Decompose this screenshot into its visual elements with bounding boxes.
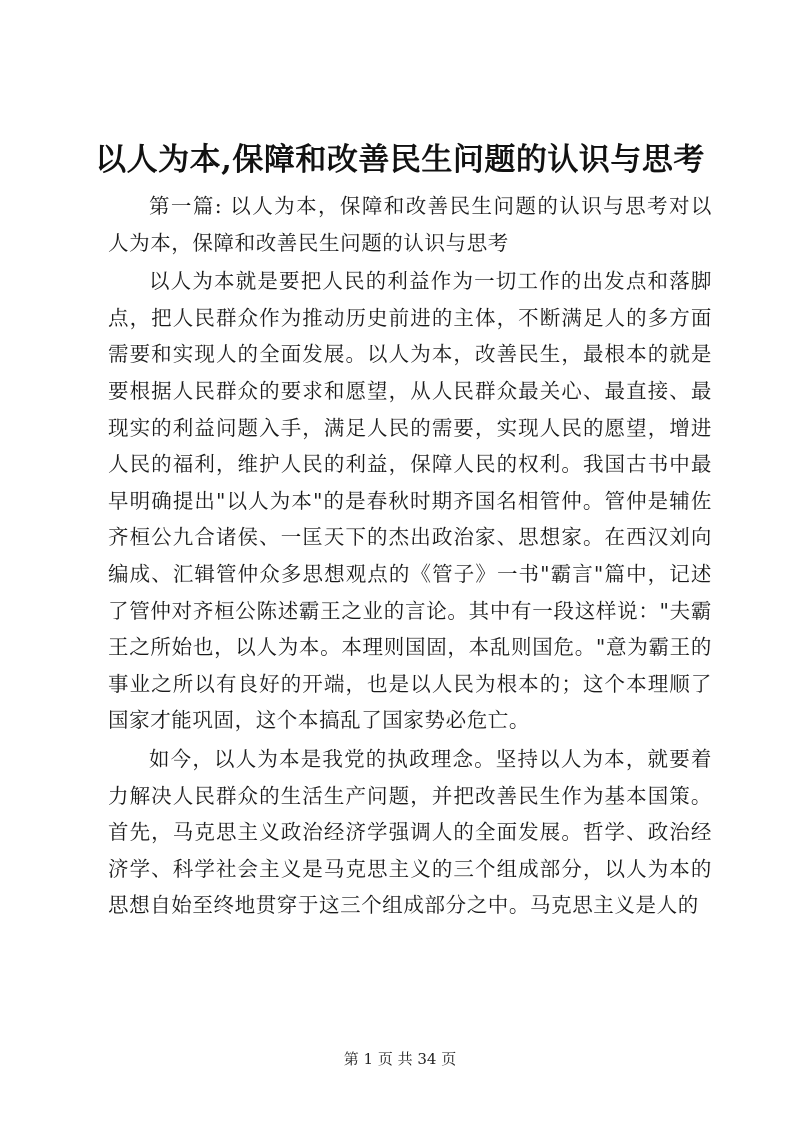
paragraph-1: 第一篇: 以人为本，保障和改善民生问题的认识与思考对以人为本，保障和改善民生问题的认识与思考 <box>108 194 712 255</box>
document-title: 以人为本,保障和改善民生问题的认识与思考 <box>95 142 705 178</box>
document-body <box>108 188 712 926</box>
page-footer: 第 1 页 共 34 页 <box>343 1050 457 1068</box>
paragraph-3: 如今，以人为本是我党的执政理念。坚持以人为本，就要着力解决人民群众的生活生产问题，并把改善民生作为基本国策。首先，马克思主义政治经济学强调人的全面发展。哲学、政治经济学、科学社会主义是马克思主义的三个组成部分，以人为本的思想自始至终地贯穿于这三个组成部分之中。马克思主义是人的 <box>108 746 712 918</box>
paragraph-2: 以人为本就是要把人民的利益作为一切工作的出发点和落脚点，把人民群众作为推动历史前进的主体，不断满足人的多方面需要和实现人的全面发展。以人为本，改善民生，最根本的就是要根据人民群众的要求和愿望，从人民群众最关心、最直接、最现实的利益问题入手，满足人民的需要，实现人民的愿望，增进人民的福利，维护人民的利益，保障人民的权利。我国古书中最早明确提出"以人为本"的是春秋时期齐国名相管仲。管仲是辅佐齐桓公九合诸侯、一匡天下的杰出政治家、思想家。在西汉刘向编成、汇辑管仲众多思想观点的《管子》一书"霸言"篇中，记述了管仲对齐桓公陈述霸王之业的言论。其中有一段这样说："夫霸王之所始也，以人为本。本理则国固，本乱则国危。"意为霸王的事业之所以有良好的开端，也是以人民为根本的；这个本理顺了国家才能巩固，这个本搞乱了国家势必危亡。 <box>108 269 712 733</box>
